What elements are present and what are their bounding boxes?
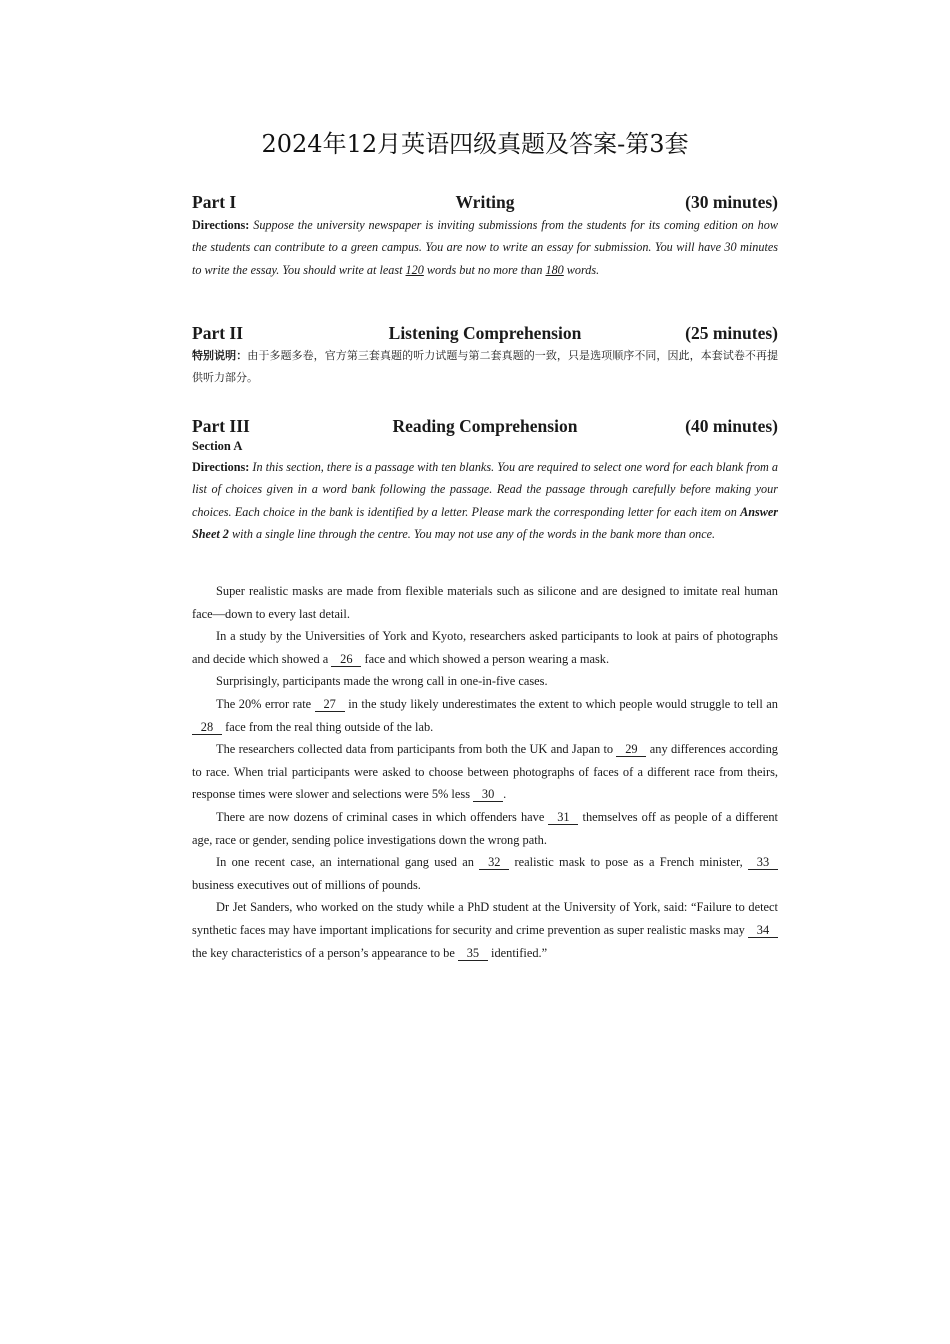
part-2-label: Part II bbox=[192, 323, 244, 343]
note-label: 特别说明： bbox=[192, 349, 248, 362]
blank-31: 31 bbox=[548, 810, 578, 825]
paragraph-text: themselves off as people of a different age, race or gender, sending police investigations down the wrong path. bbox=[192, 809, 778, 847]
directions-text: In this section, there is a passage with ten blanks. You are required to select one word for each blank from a list of choices given in a word bank following the passage. Read the passage through carefully before making your choices. Each choice in the bank is identified by a letter. Please mark the corresponding letter for each item on bbox=[192, 460, 778, 519]
reading-passage bbox=[192, 580, 778, 964]
section-a-label: Section A bbox=[192, 439, 243, 453]
passage-paragraph bbox=[192, 625, 778, 670]
passage-paragraph bbox=[192, 806, 778, 851]
part-3-header bbox=[192, 416, 778, 438]
blank-34: 34 bbox=[748, 923, 778, 938]
part-3-name: Reading Comprehension bbox=[392, 416, 578, 436]
paragraph-text: in the study likely underestimates the extent to which people would struggle to tell an bbox=[344, 696, 778, 711]
paragraph-text: There are now dozens of criminal cases in which offenders have bbox=[216, 809, 549, 824]
directions-text: Suppose the university newspaper is inviting submissions from the students for its coming edition on how the students can contribute to a green campus. You are now to write an essay for submission. You will have 30 minutes to write the essay. You should write at least bbox=[192, 218, 778, 277]
part-3-directions bbox=[192, 456, 778, 545]
part-2-name: Listening Comprehension bbox=[388, 323, 582, 343]
part-3-time: (40 minutes) bbox=[685, 416, 778, 436]
part-3-label: Part III bbox=[192, 416, 250, 436]
paragraph-text: In one recent case, an international gang used an bbox=[216, 855, 480, 870]
paragraph-text: realistic mask to pose as a French minister, bbox=[509, 855, 748, 870]
document-title: 2024年12月英语四级真题及答案-第3套 bbox=[261, 130, 689, 158]
paragraph-text: identified.” bbox=[487, 945, 548, 960]
blank-30: 30 bbox=[473, 787, 503, 802]
note-text: 由于多题多卷，官方第三套真题的听力试题与第二套真题的一致，只是选项顺序不同，因此，本套试卷不再提供听力部分。 bbox=[192, 349, 779, 384]
max-words: 180 bbox=[545, 262, 564, 277]
passage-paragraph bbox=[192, 738, 778, 806]
paragraph-text: business executives out of millions of pounds. bbox=[192, 877, 421, 892]
part-2-header bbox=[192, 323, 778, 345]
paragraph-text: Dr Jet Sanders, who worked on the study while a PhD student at the University of York, said: “Failure to detect synthetic faces may have important implications for security and crime prevention as super realistic masks may bbox=[192, 900, 778, 937]
part-1-directions bbox=[192, 214, 778, 281]
part-3-reading bbox=[192, 416, 778, 545]
part-2-time: (25 minutes) bbox=[685, 323, 778, 343]
part-1-time: (30 minutes) bbox=[685, 192, 778, 212]
blank-35: 35 bbox=[458, 946, 488, 961]
paragraph-text: Surprisingly, participants made the wrong call in one-in-five cases. bbox=[216, 674, 548, 689]
min-words: 120 bbox=[405, 262, 424, 277]
paragraph-text: any differences according to race. When trial participants were asked to choose between photographs of faces of a different race from theirs, response times were slower and selections were 5% less bbox=[192, 742, 778, 802]
paragraph-text: face and which showed a person wearing a mask. bbox=[361, 651, 610, 666]
paragraph-text: face from the real thing outside of the lab. bbox=[222, 719, 434, 734]
directions-label: Directions: bbox=[192, 460, 250, 474]
part-2-note bbox=[192, 345, 778, 389]
blank-27: 27 bbox=[315, 697, 345, 712]
paragraph-text: . bbox=[503, 787, 507, 802]
directions-text: words. bbox=[563, 262, 600, 277]
directions-text: words but no more than bbox=[423, 262, 546, 277]
passage-paragraph bbox=[192, 580, 778, 625]
blank-26: 26 bbox=[331, 652, 361, 667]
passage-paragraph bbox=[192, 851, 778, 896]
paragraph-text: In a study by the Universities of York and Kyoto, researchers asked participants to look at pairs of photographs and decide which showed a bbox=[192, 629, 778, 666]
blank-29: 29 bbox=[616, 742, 646, 757]
passage-paragraph bbox=[192, 693, 778, 738]
blank-28: 28 bbox=[192, 720, 222, 735]
part-1-writing bbox=[192, 192, 778, 281]
answer-sheet-ref: Answer Sheet 2 bbox=[192, 504, 778, 541]
passage-paragraph bbox=[192, 670, 778, 693]
blank-32: 32 bbox=[479, 855, 509, 870]
part-2-listening bbox=[192, 323, 778, 389]
paragraph-text: the key characteristics of a person’s appearance to be bbox=[192, 945, 458, 960]
paragraph-text: The 20% error rate bbox=[216, 696, 315, 711]
paragraph-text: Super realistic masks are made from flexible materials such as silicone and are designed to imitate real human face—down to every last detail. bbox=[192, 584, 778, 621]
directions-label: Directions: bbox=[192, 218, 250, 232]
part-1-header bbox=[192, 192, 778, 214]
directions-text: with a single line through the centre. You may not use any of the words in the bank more than once. bbox=[228, 526, 716, 541]
part-1-name: Writing bbox=[455, 192, 515, 212]
passage-paragraph bbox=[192, 896, 778, 964]
paragraph-text: The researchers collected data from participants from both the UK and Japan to bbox=[216, 742, 617, 757]
part-1-label: Part I bbox=[192, 192, 237, 212]
blank-33: 33 bbox=[748, 855, 778, 870]
